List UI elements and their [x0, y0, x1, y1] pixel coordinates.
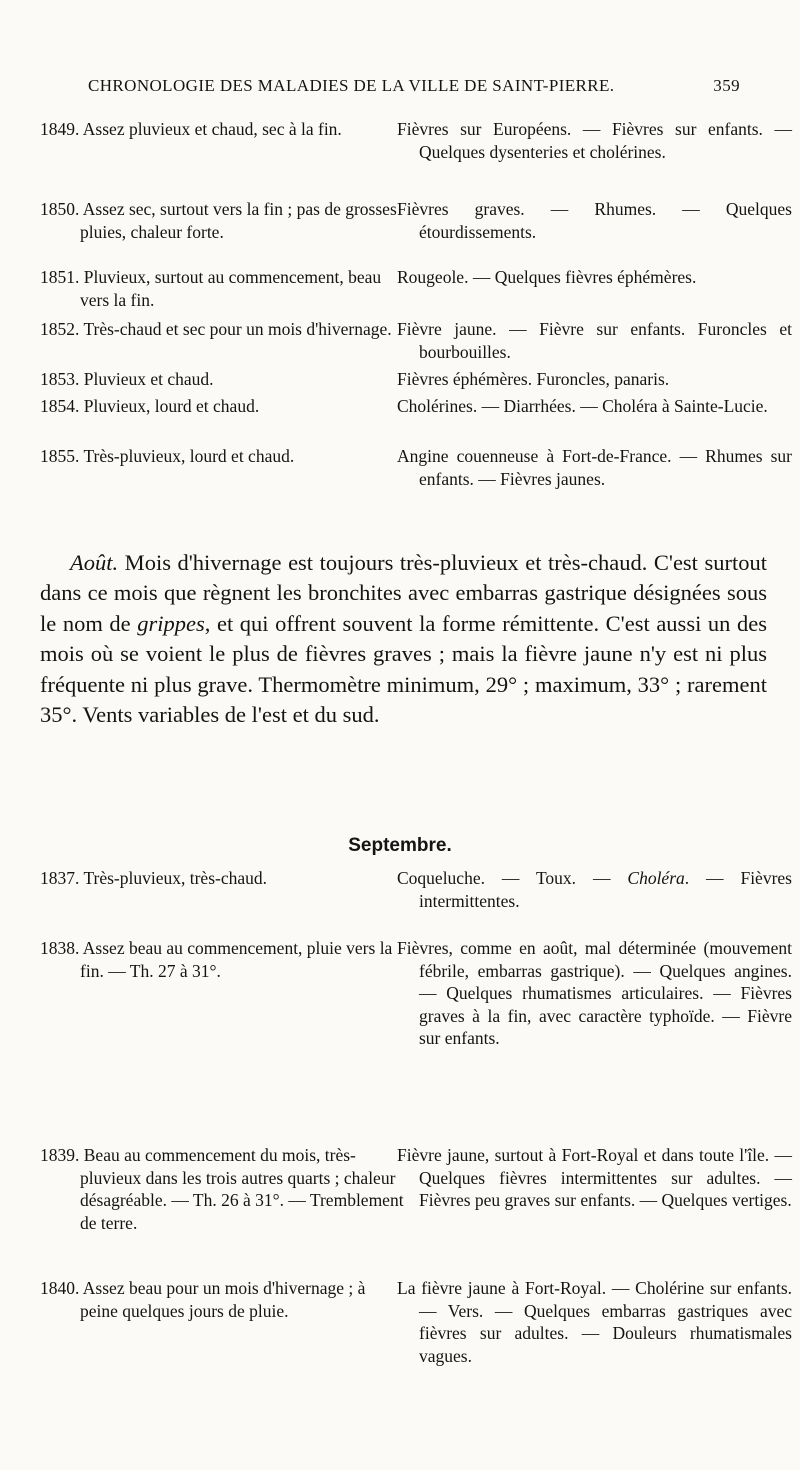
cholera-term: Choléra: [627, 868, 685, 888]
weather-text: Assez pluvieux et chaud, sec à la fin.: [82, 119, 342, 139]
diseases-cell: Rougeole. — Quelques fièvres éphémères.: [397, 267, 697, 287]
diseases-cell: Fièvre jaune. — Fièvre sur enfants. Furoncles et bourbouilles.: [397, 319, 792, 362]
weather-cell: [40, 1277, 405, 1322]
paragraph-text: Mois d'hivernage est toujours très-pluvieux et très-chaud. C'est surtout dans ce mois que règnent les bronchites avec embarras gastrique désignées sous le nom de: [40, 550, 767, 636]
running-header: [88, 76, 740, 102]
weather-text: Pluvieux, lourd et chaud.: [83, 396, 260, 416]
weather-cell: [40, 266, 405, 311]
weather-cell: [40, 395, 405, 418]
weather-text: Pluvieux et chaud.: [83, 369, 214, 389]
diseases-cell: Fièvre jaune, surtout à Fort-Royal et dans toute l'île. — Quelques fièvres intermittentes sur adultes. — Fièvres peu graves sur enfants. — Quelques vertiges.: [397, 1145, 792, 1210]
year-label: 1850.: [40, 199, 80, 219]
year-label: 1851.: [40, 267, 80, 287]
weather-text: Assez beau au commencement, pluie vers la fin. — Th. 27 à 31°.: [80, 938, 393, 981]
year-label: 1849.: [40, 119, 80, 139]
weather-cell: [40, 867, 405, 890]
diseases-cell: Fièvres graves. — Rhumes. — Quelques étourdissements.: [397, 199, 792, 242]
year-label: 1852.: [40, 319, 80, 339]
diseases-text: . — Fièvres intermittentes.: [419, 868, 792, 911]
weather-cell: [40, 368, 405, 391]
weather-text: Assez sec, surtout vers la fin ; pas de grosses pluies, chaleur forte.: [80, 199, 397, 242]
weather-text: Assez beau pour un mois d'hivernage ; à peine quelques jours de pluie.: [80, 1278, 366, 1321]
year-label: 1838.: [40, 938, 80, 958]
diseases-cell: Fièvres sur Européens. — Fièvres sur enfants. — Quelques dysenteries et cholérines.: [397, 119, 792, 162]
diseases-cell: Angine couenneuse à Fort-de-France. — Rhumes sur enfants. — Fièvres jaunes.: [397, 446, 792, 489]
year-label: 1839.: [40, 1145, 80, 1165]
diseases-cell: La fièvre jaune à Fort-Royal. — Cholérine sur enfants. — Vers. — Quelques embarras gastriques avec fièvres sur adultes. — Douleurs rhumatismales vagues.: [397, 1278, 792, 1366]
diseases-cell: Fièvres éphémères. Furoncles, panaris.: [397, 369, 670, 389]
weather-text: Très-pluvieux, lourd et chaud.: [83, 446, 295, 466]
year-label: 1840.: [40, 1278, 80, 1298]
weather-cell: [40, 937, 405, 982]
grippes-term: grippes: [137, 610, 205, 636]
diseases-text: Coqueluche. — Toux. —: [397, 868, 628, 888]
august-paragraph: [40, 548, 767, 730]
page-number: 359: [713, 76, 740, 95]
year-label: 1837.: [40, 868, 80, 888]
weather-cell: [40, 1144, 405, 1234]
month-label: Août.: [70, 550, 119, 575]
diseases-cell: [397, 867, 792, 912]
diseases-cell: Fièvres, comme en août, mal déterminée (mouvement fébrile, embarras gastrique). — Quelques angines. — Quelques rhumatismes articulaires. — Fièvres graves à la fin, avec caractère typhoïde. — Fièvre sur enfants.: [397, 938, 792, 1048]
diseases-cell: Cholérines. — Diarrhées. — Choléra à Sainte-Lucie.: [397, 396, 768, 416]
year-label: 1854.: [40, 396, 80, 416]
weather-cell: [40, 198, 405, 243]
weather-cell: [40, 118, 405, 141]
section-title: Septembre.: [348, 835, 452, 856]
year-label: 1855.: [40, 446, 80, 466]
running-title: CHRONOLOGIE DES MALADIES DE LA VILLE DE SAINT-PIERRE.: [88, 76, 615, 95]
weather-text: Très-pluvieux, très-chaud.: [83, 868, 267, 888]
paragraph-text: , et qui offrent souvent la forme rémittente. C'est aussi un des mois où se voient le plus de fièvres graves ; mais la fièvre jaune n'y est ni plus fréquente ni plus grave. Thermomètre minimum, 29° ; maximum, 33° ; rarement 35°. Vents variables de l'est et du sud.: [40, 610, 767, 728]
weather-cell: [40, 445, 405, 468]
year-label: 1853.: [40, 369, 80, 389]
weather-cell: [40, 318, 405, 341]
weather-text: Très-chaud et sec pour un mois d'hivernage.: [83, 319, 392, 339]
weather-text: Beau au commencement du mois, très-pluvieux dans les trois autres quarts ; chaleur désagréable. — Th. 26 à 31°. — Tremblement de terre.: [80, 1145, 404, 1233]
weather-text: Pluvieux, surtout au commencement, beau vers la fin.: [80, 267, 382, 310]
